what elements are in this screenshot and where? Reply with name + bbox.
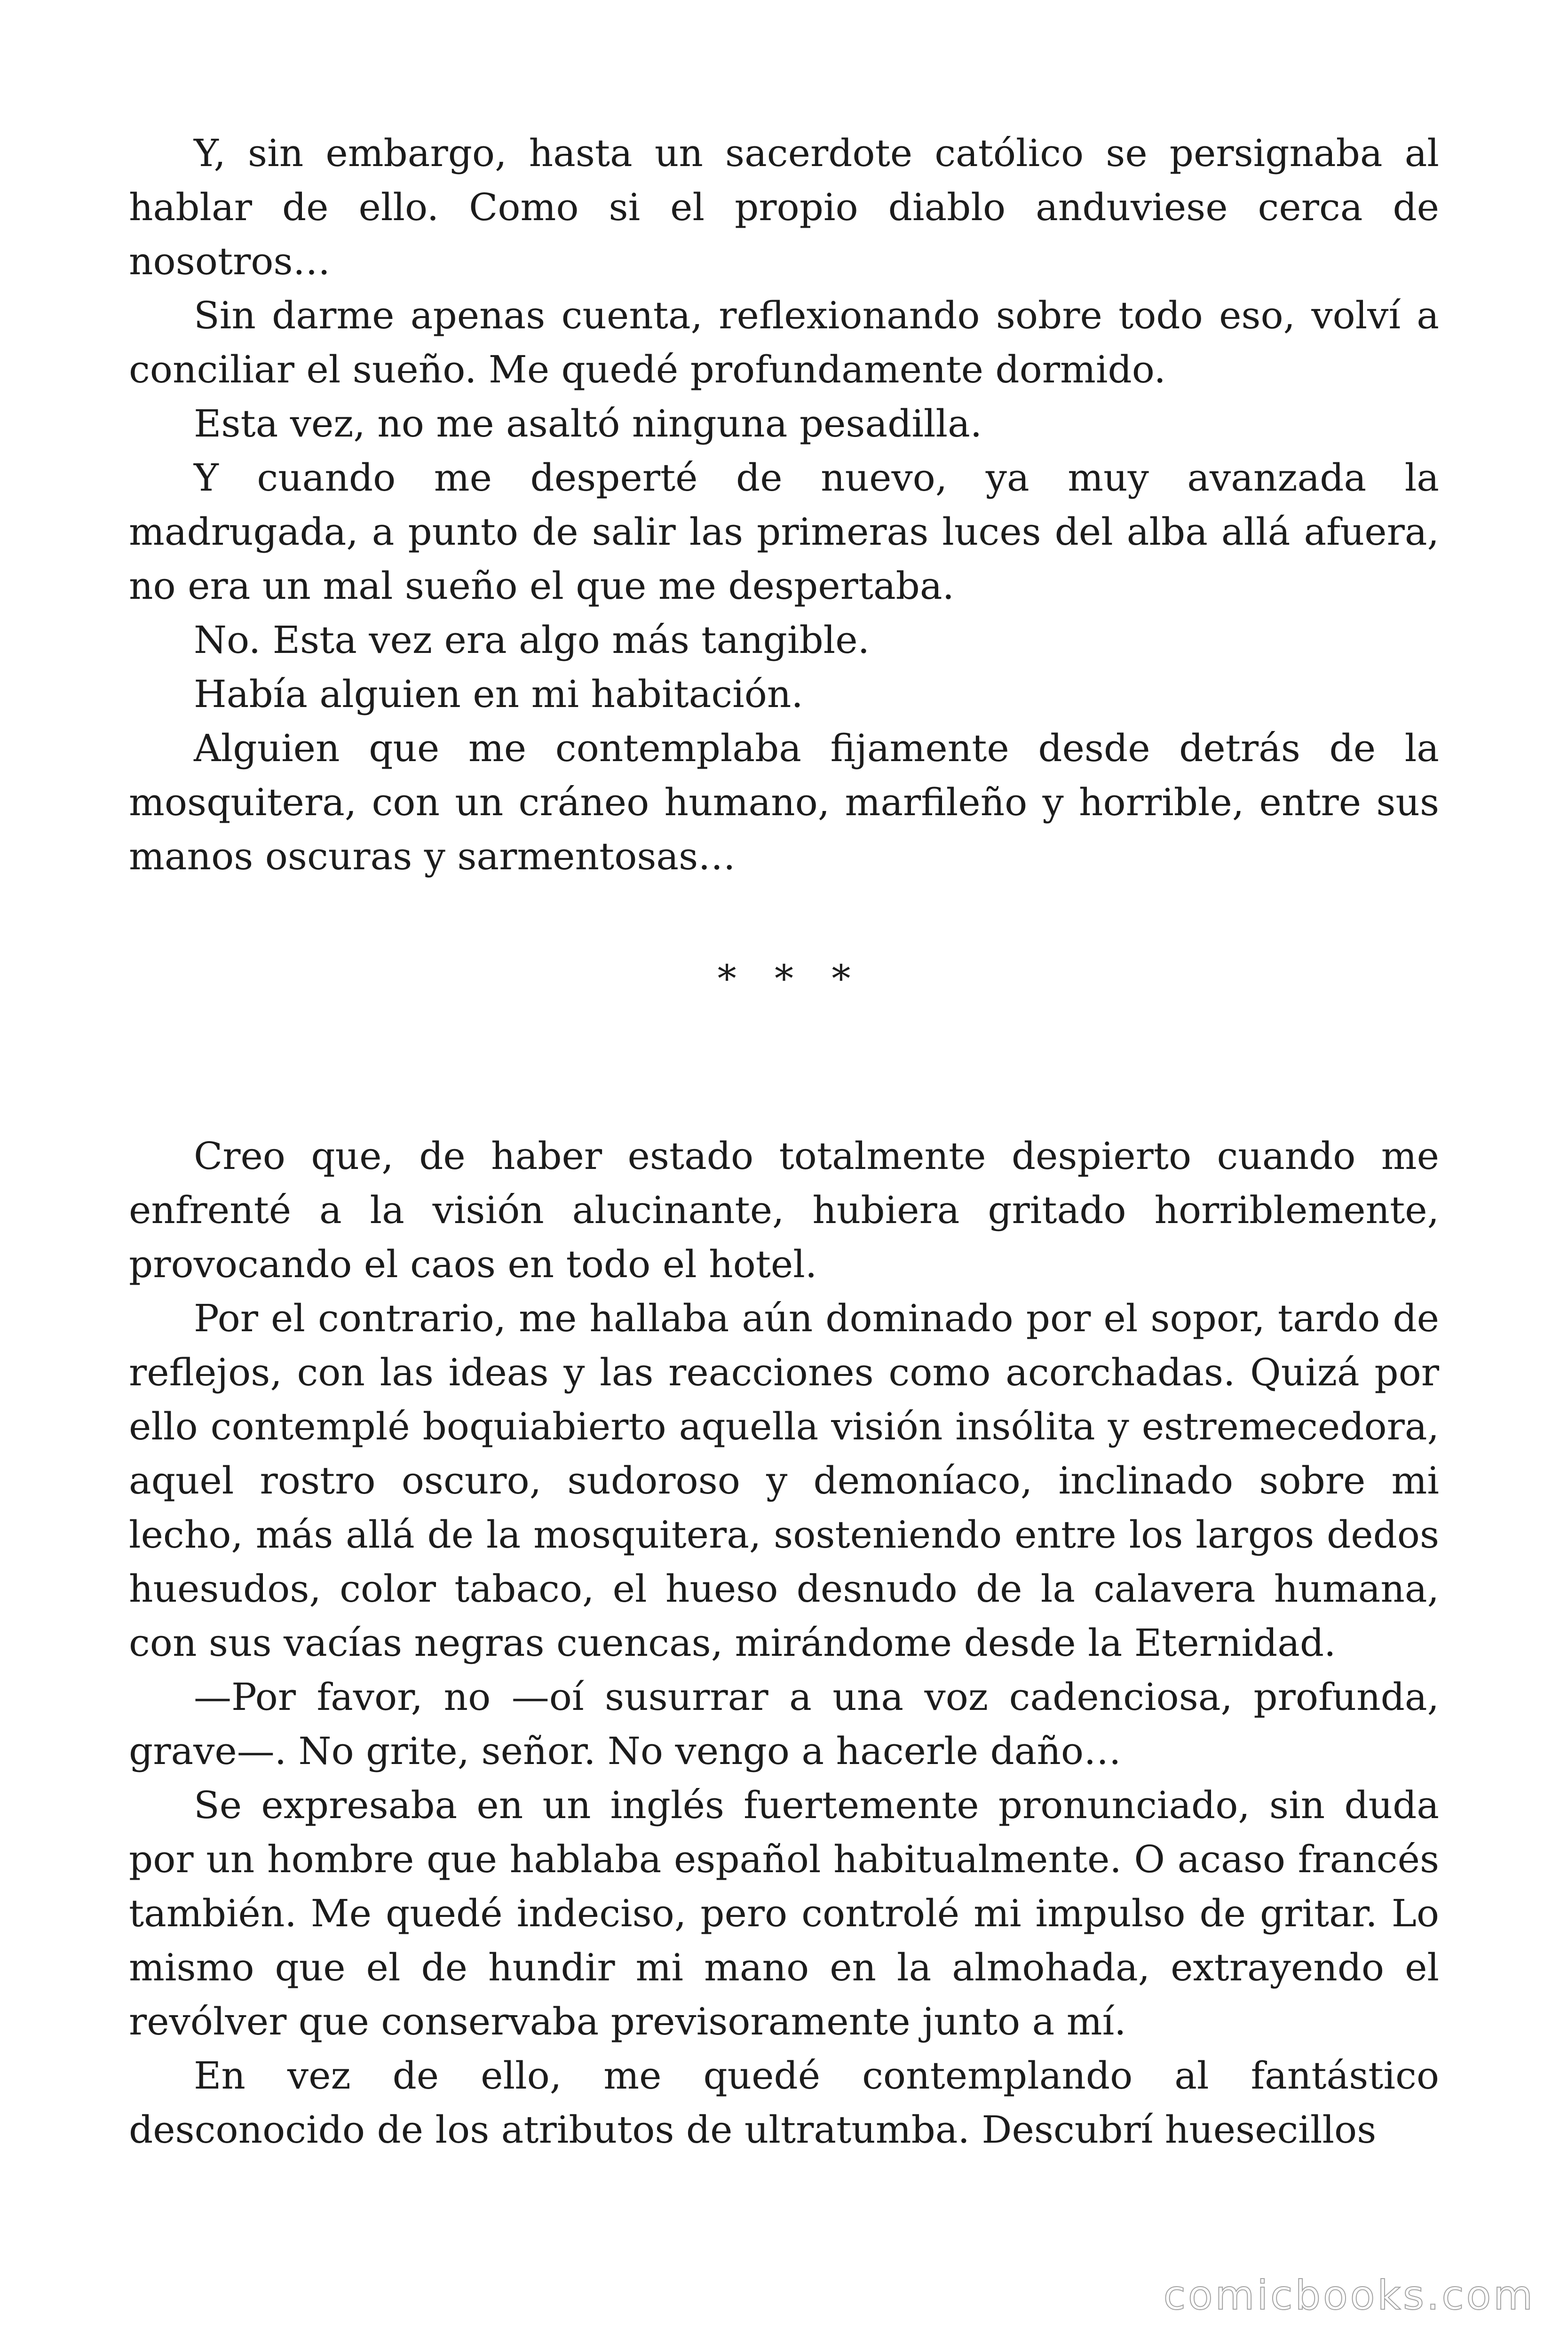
watermark: comicbooks.com <box>1163 2272 1535 2319</box>
paragraph: Esta vez, no me asaltó ninguna pesadilla. <box>194 402 982 445</box>
paragraph: Creo que, de haber estado totalmente despierto cuando me enfrenté a la visión alucinante, hubiera gritado horriblemente, provocando el caos en todo el hotel. <box>129 1134 1439 1286</box>
paragraph: Se expresaba en un inglés fuertemente pronunciado, sin duda por un hombre que hablaba español habitualmente. O acaso francés también. Me quedé indeciso, pero controlé mi impulso de gritar. Lo mismo que el de hundir mi mano en la almohada, extrayendo el revólver que conservaba previsoramente junto a mí. <box>129 1783 1439 2043</box>
paragraph: No. Esta vez era algo más tangible. <box>194 618 870 662</box>
paragraph: Y cuando me desperté de nuevo, ya muy avanzada la madrugada, a punto de salir las primeras luces del alba allá afuera, no era un mal sueño el que me despertaba. <box>129 456 1439 608</box>
paragraph: En vez de ello, me quedé contemplando al fantástico desconocido de los atributos de ultratumba. Descubrí huesecillos <box>129 2054 1439 2152</box>
paragraph: Había alguien en mi habitación. <box>194 672 803 716</box>
paragraph: Alguien que me contemplaba fijamente desde detrás de la mosquitera, con un cráneo humano, marfileño y horrible, entre sus manos oscuras y sarmentosas… <box>129 726 1439 878</box>
paragraph: Sin darme apenas cuenta, reflexionando sobre todo eso, volví a conciliar el sueño. Me quedé profundamente dormido. <box>129 294 1439 391</box>
paragraph: —Por favor, no —oí susurrar a una voz cadenciosa, profunda, grave—. No grite, señor. No vengo a hacerle daño… <box>129 1675 1439 1773</box>
section-separator: * * * <box>717 957 864 1001</box>
paragraph: Y, sin embargo, hasta un sacerdote católico se persignaba al hablar de ello. Como si el propio diablo anduviese cerca de nosotros… <box>129 131 1439 283</box>
page-body <box>129 126 1439 2157</box>
paragraph: Por el contrario, me hallaba aún dominado por el sopor, tardo de reflejos, con las ideas y las reacciones como acorchadas. Quizá por ello contemplé boquiabierto aquella visión insólita y estremecedora, aquel rostro oscuro, sudoroso y demoníaco, inclinado sobre mi lecho, más allá de la mosquitera, sosteniendo entre los largos dedos huesudos, color tabaco, el hueso desnudo de la calavera humana, con sus vacías negras cuencas, mirándome desde la Eternidad. <box>129 1296 1439 1665</box>
